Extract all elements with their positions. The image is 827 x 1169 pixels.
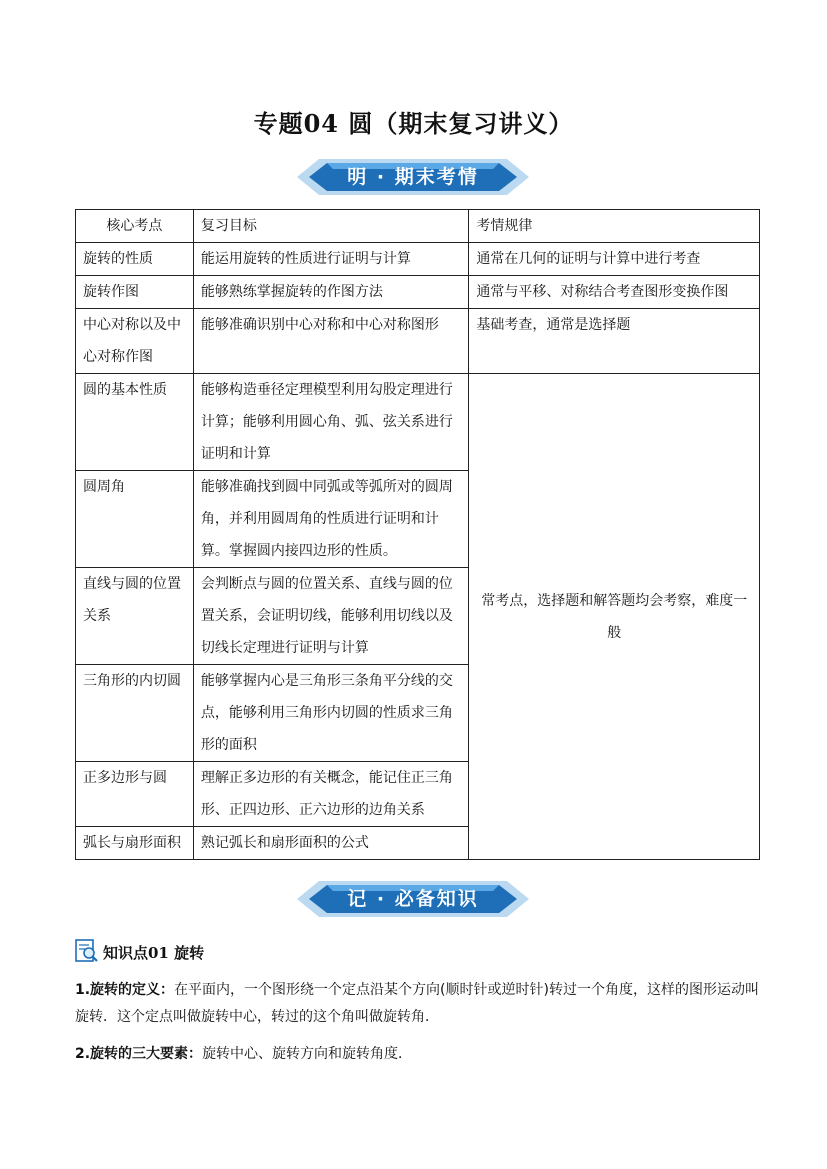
topic-cell: 正多边形与圆 [76, 762, 194, 827]
goal-cell: 能够准确识别中心对称和中心对称图形 [193, 309, 469, 374]
page-title: 专题04 圆（期末复习讲义） [253, 109, 574, 138]
header-topic: 核心考点 [76, 210, 194, 243]
goal-cell: 能够准确找到圆中同弧或等弧所对的圆周角，并利用圆周角的性质进行证明和计算。掌握圆内接四边形的性质。 [193, 471, 469, 568]
topic-cell: 弧长与扇形面积 [76, 827, 194, 860]
table-row [76, 243, 760, 276]
table-row [76, 276, 760, 309]
topic-cell: 圆周角 [76, 471, 194, 568]
goal-cell: 能够熟练掌握旋转的作图方法 [193, 276, 469, 309]
exam-overview-table [75, 209, 760, 860]
item-label: 1.旋转的定义： [75, 982, 175, 998]
item-text: 在平面内，一个图形绕一个定点沿某个方向(顺时针或逆时针)转过一个角度，这样的图形运动叫旋转．这个定点叫做旋转中心，转过的这个角叫做旋转角． [75, 982, 759, 1025]
banner-exam-label: 明 · 期末考情 [347, 166, 479, 188]
banner-knowledge-label: 记 · 必备知识 [347, 888, 479, 910]
topic-cell: 直线与圆的位置关系 [76, 568, 194, 665]
topic-cell: 三角形的内切圆 [76, 665, 194, 762]
magnifier-book-icon [75, 938, 99, 968]
knowledge-item-2 [75, 1041, 760, 1068]
topic-cell: 旋转的性质 [76, 243, 194, 276]
goal-cell: 能运用旋转的性质进行证明与计算 [193, 243, 469, 276]
goal-cell: 能够构造垂径定理模型利用勾股定理进行计算；能够利用圆心角、弧、弦关系进行证明和计算 [193, 374, 469, 471]
item-label: 2.旋转的三大要素： [75, 1046, 203, 1062]
goal-cell: 理解正多边形的有关概念，能记住正三角形、正四边形、正六边形的边角关系 [193, 762, 469, 827]
table-header-row [76, 210, 760, 243]
knowledge-point-title: 知识点01 旋转 [103, 944, 205, 962]
knowledge-item-1 [75, 977, 760, 1031]
pattern-cell: 通常在几何的证明与计算中进行考查 [469, 243, 760, 276]
section-banner-exam [297, 155, 529, 199]
goal-cell: 会判断点与圆的位置关系、直线与圆的位置关系，会证明切线，能够利用切线以及切线长定理进行证明与计算 [193, 568, 469, 665]
merged-pattern-cell: 常考点，选择题和解答题均会考察，难度一般 [469, 374, 760, 860]
goal-cell: 熟记弧长和扇形面积的公式 [193, 827, 469, 860]
topic-cell: 旋转作图 [76, 276, 194, 309]
topic-cell: 圆的基本性质 [76, 374, 194, 471]
table-row [76, 374, 760, 471]
header-pattern: 考情规律 [469, 210, 760, 243]
goal-cell: 能够掌握内心是三角形三条角平分线的交点，能够利用三角形内切圆的性质求三角形的面积 [193, 665, 469, 762]
header-goal: 复习目标 [193, 210, 469, 243]
topic-cell: 中心对称以及中心对称作图 [76, 309, 194, 374]
pattern-cell: 基础考查，通常是选择题 [469, 309, 760, 374]
table-row [76, 309, 760, 374]
pattern-cell: 通常与平移、对称结合考查图形变换作图 [469, 276, 760, 309]
item-text: 旋转中心、旋转方向和旋转角度． [202, 1046, 413, 1062]
section-banner-knowledge [297, 877, 529, 921]
